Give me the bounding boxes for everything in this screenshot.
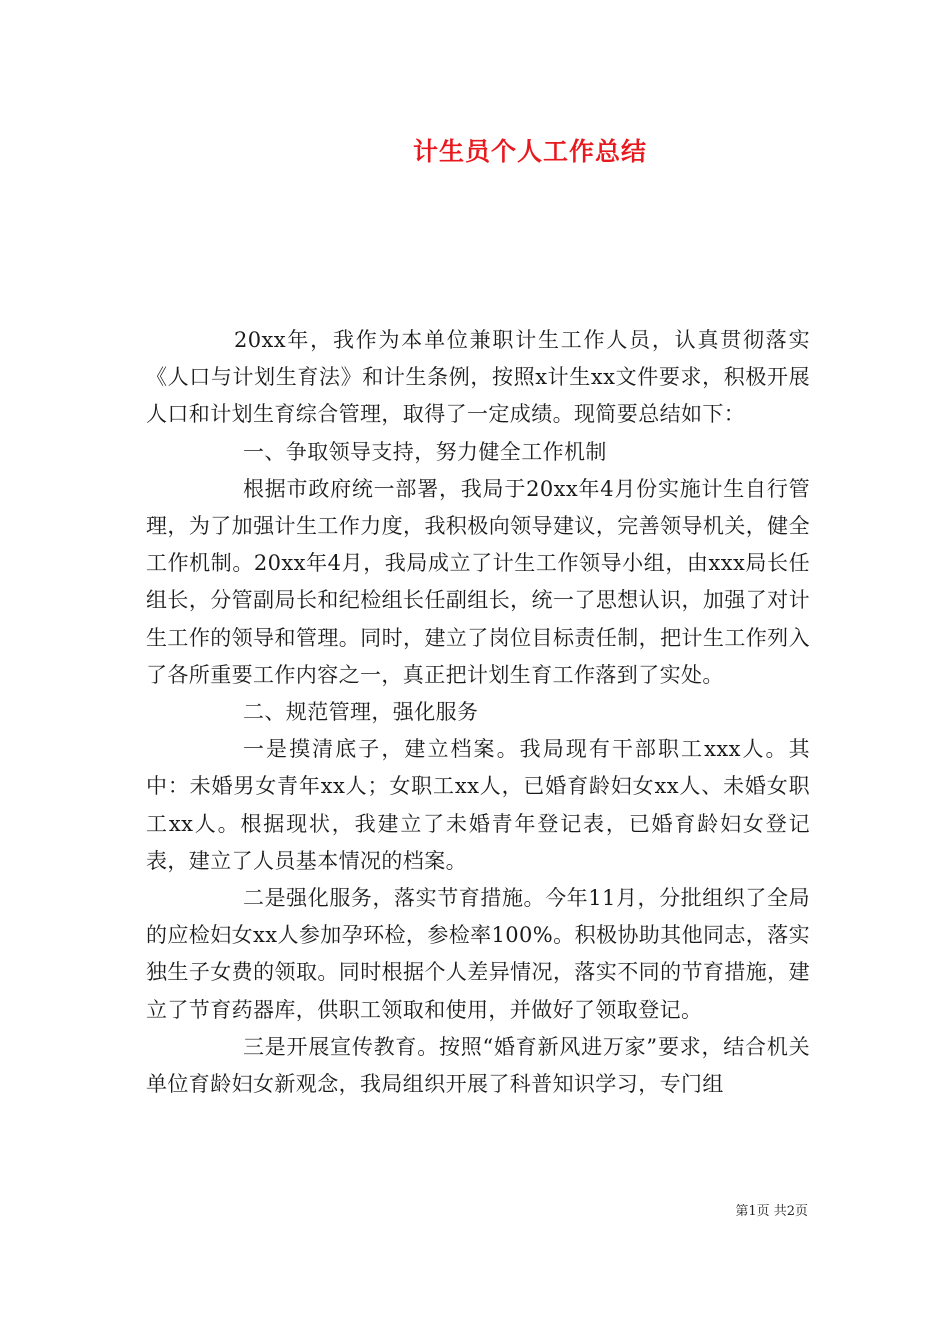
paragraph-item-2: 二是强化服务，落实节育措施。今年11月，分批组织了全局的应检妇女xx人参加孕环检，参检率100%。积极协助其他同志，落实独生子女费的领取。同时根据个人差异情况，落实不同的节育措施，建立了节育药器库，供职工领取和使用，并做好了领取登记。 <box>146 886 810 1022</box>
paragraph-item-3: 三是开展宣传教育。按照“婚育新风进万家”要求，结合机关单位育龄妇女新观念，我局组织开展了科普知识学习，专门组 <box>146 1034 810 1097</box>
document-body <box>146 322 810 1103</box>
section-heading-1: 一、争取领导支持，努力健全工作机制 <box>243 439 607 464</box>
page-number: 第1页 共2页 <box>735 1204 808 1219</box>
paragraph-intro: 20xx年，我作为本单位兼职计生工作人员，认真贯彻落实《人口与计划生育法》和计生条例，按照x计生xx文件要求，积极开展人口和计划生育综合管理，取得了一定成绩。现简要总结如下： <box>146 328 810 427</box>
paragraph-item-1: 一是摸清底子，建立档案。我局现有干部职工xxx人。其中：未婚男女青年xx人；女职工xx人，已婚育龄妇女xx人、未婚女职工xx人。根据现状，我建立了未婚青年登记表，已婚育龄妇女登记表，建立了人员基本情况的档案。 <box>146 737 810 873</box>
document-title: 计生员个人工作总结 <box>412 137 647 166</box>
paragraph-section-1: 根据市政府统一部署，我局于20xx年4月份实施计生自行管理，为了加强计生工作力度，我积极向领导建议，完善领导机关，健全工作机制。20xx年4月，我局成立了计生工作领导小组，由xxx局长任组长，分管副局长和纪检组长任副组长，统一了思想认识，加强了对计生工作的领导和管理。同时，建立了岗位目标责任制，把计生工作列入了各所重要工作内容之一，真正把计划生育工作落到了实处。 <box>146 476 810 687</box>
section-heading-2: 二、规范管理，强化服务 <box>243 700 479 725</box>
